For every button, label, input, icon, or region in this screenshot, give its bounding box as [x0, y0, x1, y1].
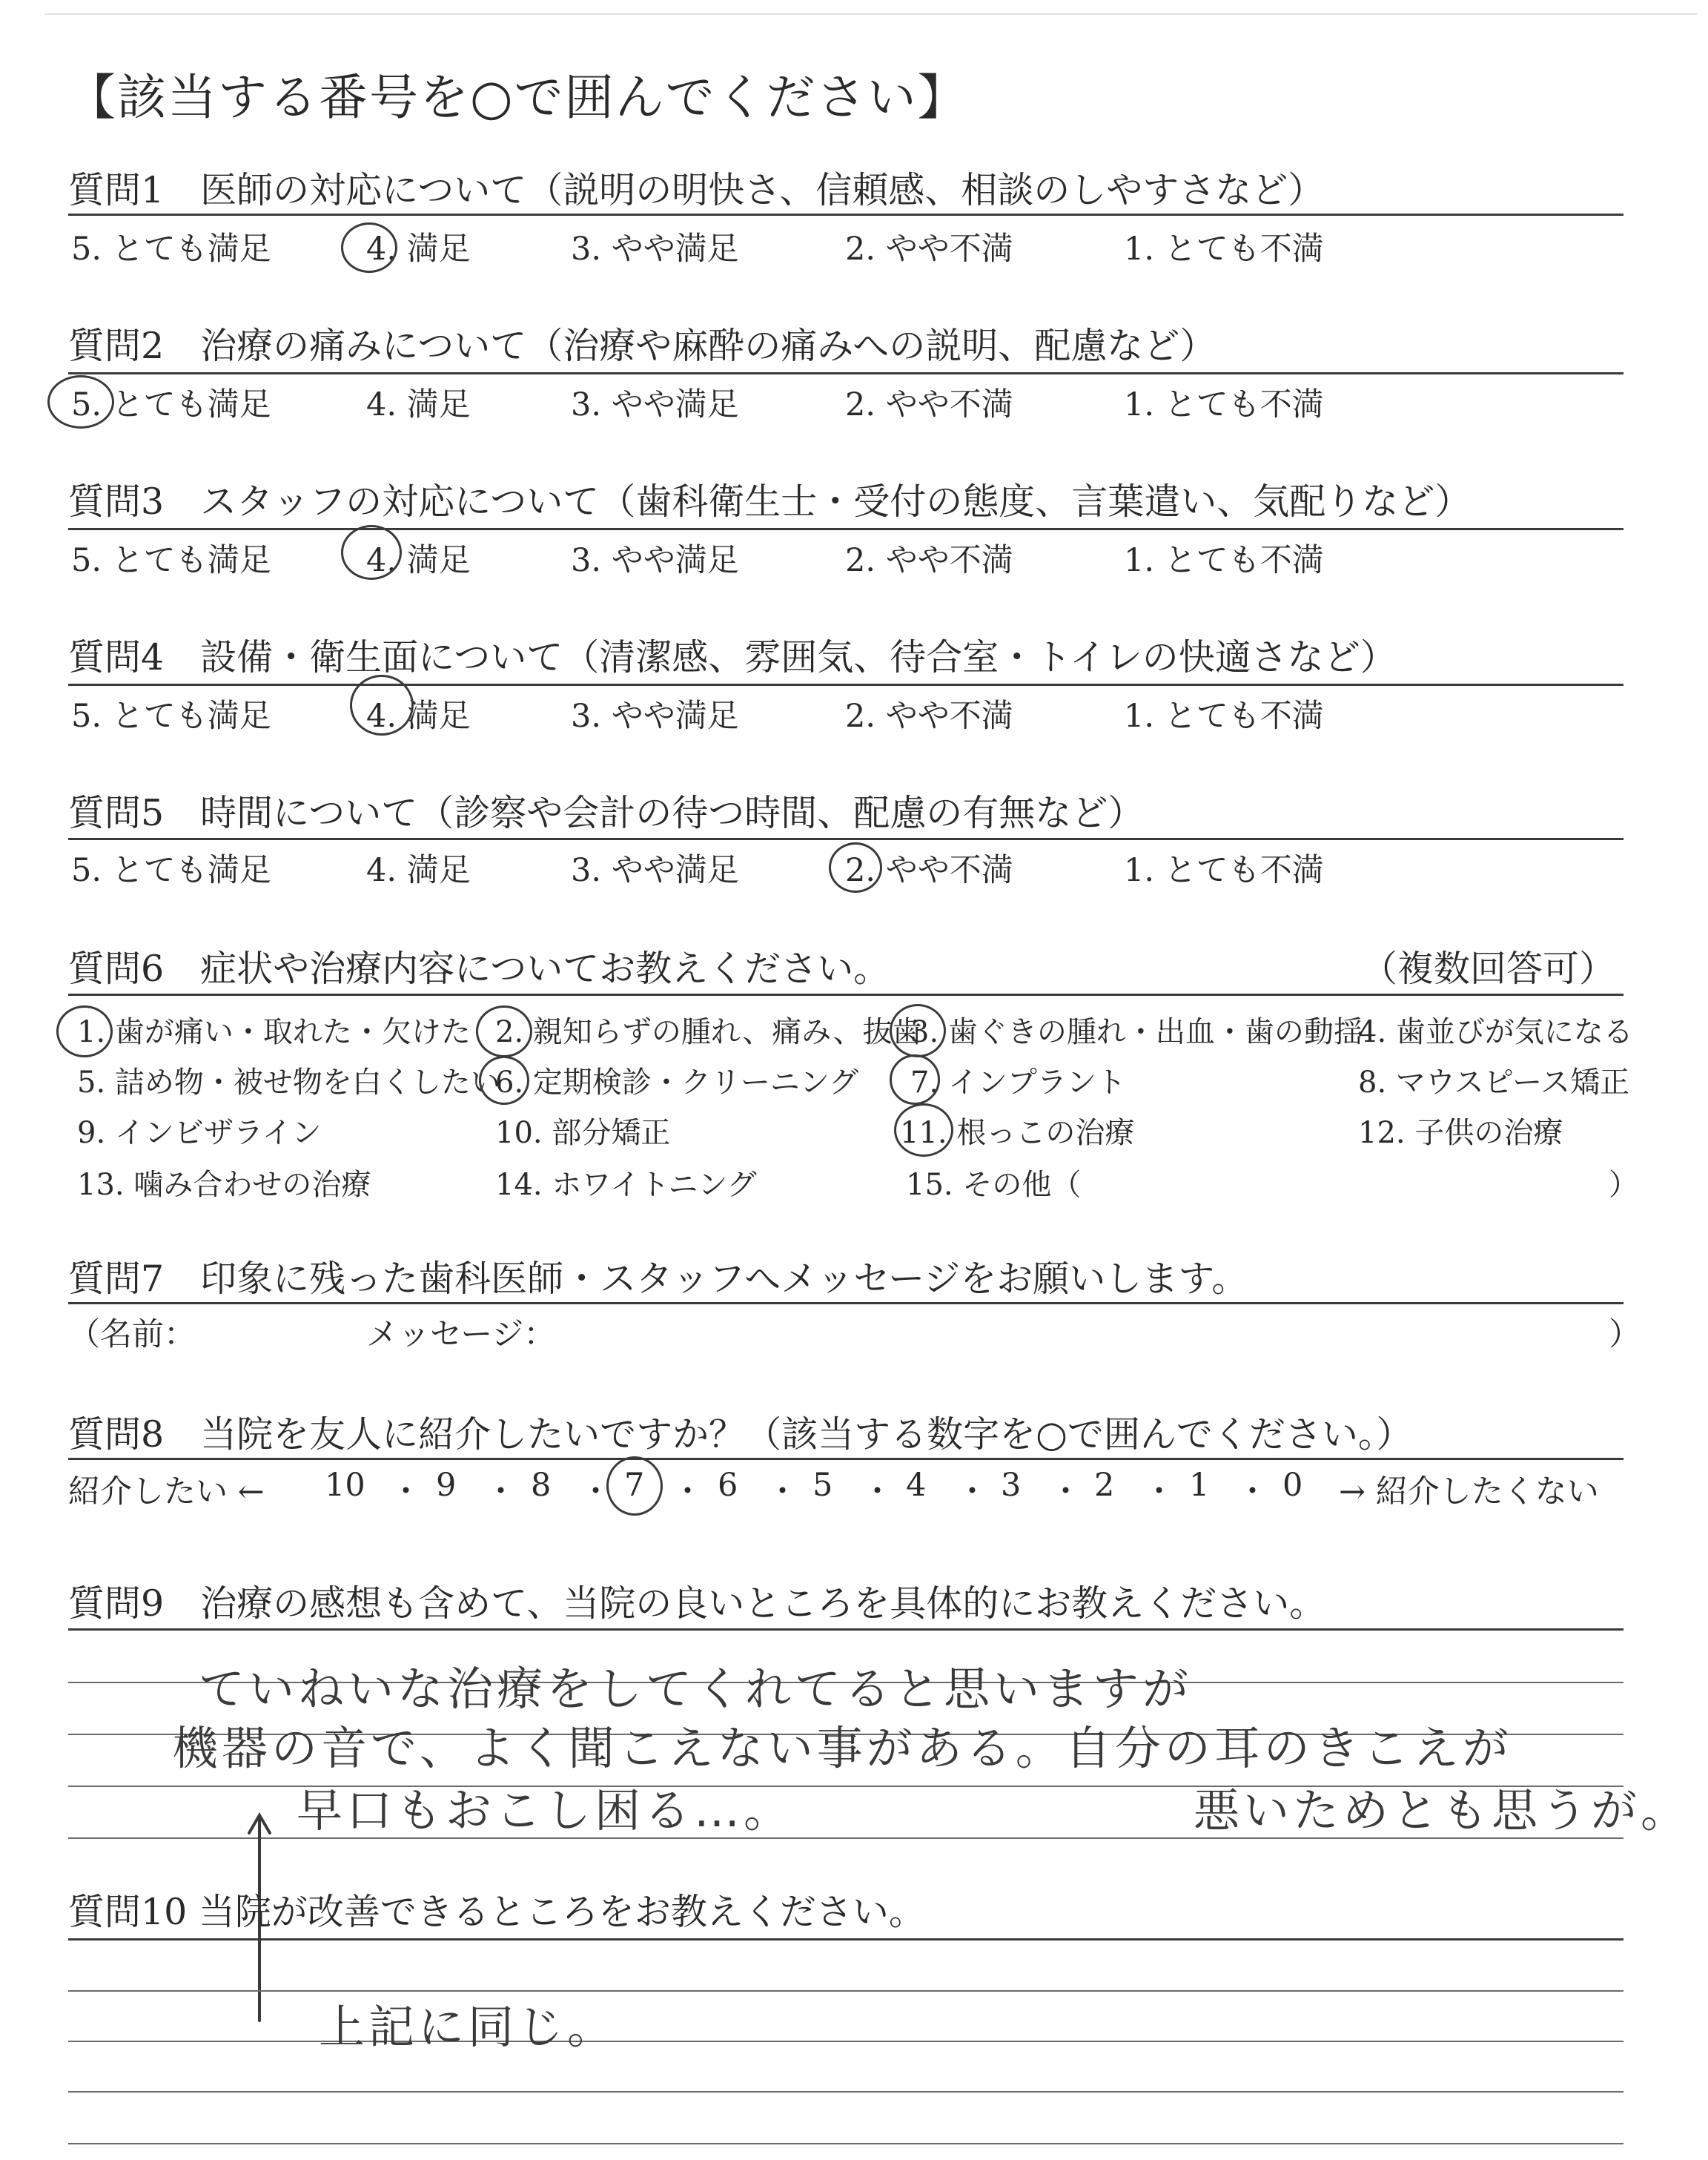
q8-separator: ・ — [956, 1473, 988, 1510]
q7-divider — [68, 1302, 1623, 1304]
q6-option-5[interactable]: 5. 詰め物・被せ物を白くしたい — [77, 1066, 500, 1100]
q8-separator: ・ — [861, 1473, 893, 1510]
q8-left-label: 紹介したい ← — [68, 1473, 265, 1510]
q1-option-4[interactable]: 4. 満足 — [366, 231, 471, 268]
q3-option-1[interactable]: 1. とても不満 — [1124, 542, 1324, 579]
q8-separator: ・ — [580, 1473, 612, 1510]
q1-divider — [68, 214, 1623, 216]
q6-selection-circle-11 — [894, 1103, 953, 1157]
q5-option-3[interactable]: 3. やや満足 — [571, 852, 739, 889]
q8-separator: ・ — [672, 1473, 704, 1510]
q6-selection-circle-7 — [890, 1054, 940, 1105]
q4-selection-circle — [350, 675, 414, 736]
q8-number-5[interactable]: 5 — [812, 1467, 833, 1504]
q6-option-10[interactable]: 10. 部分矯正 — [495, 1116, 671, 1150]
q3-option-4[interactable]: 4. 満足 — [366, 542, 471, 579]
q3-option-5[interactable]: 5. とても満足 — [71, 542, 271, 579]
q3-option-2[interactable]: 2. やや不満 — [845, 542, 1013, 579]
q5-option-2[interactable]: 2. やや不満 — [845, 852, 1013, 889]
q2-option-1[interactable]: 1. とても不満 — [1124, 386, 1324, 423]
q6-option-15-close: ） — [1609, 1168, 1638, 1202]
q6-option-6[interactable]: 6. 定期検診・クリーニング — [495, 1066, 859, 1100]
scan-edge — [44, 13, 1698, 15]
q6-note: （複数回答可） — [1361, 948, 1616, 990]
q8-separator: ・ — [1237, 1473, 1268, 1510]
q1-option-2[interactable]: 2. やや不満 — [845, 231, 1013, 268]
q4-title: 質問4 設備・衛生面について（清潔感、雰囲気、待合室・トイレの快適さなど） — [68, 636, 1397, 678]
q2-option-3[interactable]: 3. やや満足 — [571, 386, 739, 423]
q8-separator: ・ — [1143, 1473, 1175, 1510]
q5-option-5[interactable]: 5. とても満足 — [71, 852, 271, 889]
q10-answer-line — [68, 2041, 1623, 2042]
q9-handwriting-line-4: 悪いためとも思うが。 — [1194, 1783, 1691, 1837]
q6-option-12[interactable]: 12. 子供の治療 — [1358, 1116, 1563, 1150]
q8-number-7[interactable]: 7 — [624, 1467, 645, 1504]
q6-divider — [68, 994, 1623, 996]
q2-title: 質問2 治療の痛みについて（治療や麻酔の痛みへの説明、配慮など） — [68, 325, 1217, 367]
q6-selection-circle-6 — [479, 1056, 529, 1105]
q6-option-2[interactable]: 2. 親知らずの腫れ、痛み、抜歯 — [495, 1015, 922, 1049]
q2-divider — [68, 372, 1623, 374]
q10-answer-line — [68, 2143, 1623, 2144]
q3-divider — [68, 528, 1623, 530]
q9-divider — [68, 1628, 1623, 1631]
q8-number-8[interactable]: 8 — [531, 1467, 552, 1504]
q4-option-5[interactable]: 5. とても満足 — [71, 698, 271, 735]
q7-message-label: メッセージ： — [366, 1316, 556, 1353]
q8-divider — [68, 1458, 1623, 1460]
q4-option-3[interactable]: 3. やや満足 — [571, 698, 739, 735]
q8-title: 質問8 当院を友人に紹介したいですか？（該当する数字を○で囲んでください。） — [68, 1413, 1413, 1456]
q8-separator: ・ — [485, 1473, 517, 1510]
q8-right-label: → 紹介したくない — [1339, 1473, 1599, 1510]
q10-answer-line — [68, 1990, 1623, 1992]
q7-name-label: （名前： — [68, 1316, 196, 1353]
q3-selection-circle — [341, 525, 402, 580]
q5-selection-circle — [829, 842, 882, 893]
q3-title: 質問3 スタッフの対応について（歯科衛生士・受付の態度、言葉遣い、気配りなど） — [68, 480, 1472, 523]
q1-selection-circle — [341, 222, 397, 273]
q9-handwriting-line-2: 機器の音で、よく聞こえない事がある。自分の耳のきこえが — [172, 1721, 1512, 1775]
q6-option-11[interactable]: 11. 根っこの治療 — [900, 1116, 1135, 1150]
q6-option-9[interactable]: 9. インビザライン — [77, 1116, 322, 1150]
q1-option-3[interactable]: 3. やや満足 — [571, 231, 739, 268]
form-title: 【該当する番号を○で囲んでください】 — [67, 69, 968, 126]
q8-selection-circle — [606, 1456, 663, 1516]
q6-option-8[interactable]: 8. マウスピース矯正 — [1358, 1066, 1630, 1100]
q6-option-3[interactable]: 3. 歯ぐきの腫れ・出血・歯の動揺 — [910, 1015, 1363, 1049]
q4-option-1[interactable]: 1. とても不満 — [1124, 698, 1324, 735]
q8-separator: ・ — [767, 1473, 798, 1510]
q6-selection-circle-3 — [890, 1004, 946, 1057]
q6-option-7[interactable]: 7. インプラント — [910, 1066, 1126, 1100]
q6-option-13[interactable]: 13. 噛み合わせの治療 — [77, 1168, 371, 1202]
q8-number-10[interactable]: 10 — [325, 1467, 365, 1504]
q1-option-5[interactable]: 5. とても満足 — [71, 231, 271, 268]
q2-selection-circle — [47, 375, 114, 429]
q8-number-2[interactable]: 2 — [1094, 1467, 1115, 1504]
q2-option-2[interactable]: 2. やや不満 — [845, 386, 1013, 423]
q8-number-0[interactable]: 0 — [1282, 1467, 1303, 1504]
q6-selection-circle-2 — [476, 1005, 532, 1057]
q10-handwriting: 上記に同じ。 — [319, 2000, 618, 2054]
q7-close-paren: ） — [1609, 1316, 1641, 1353]
q3-option-3[interactable]: 3. やや満足 — [571, 542, 739, 579]
q1-title: 質問1 医師の対応について（説明の明快さ、信頼感、相談のしやすさなど） — [68, 169, 1325, 211]
q10-title: 質問10 当院が改善できるところをお教えください。 — [68, 1891, 925, 1933]
q5-title: 質問5 時間について（診察や会計の待つ時間、配慮の有無など） — [68, 792, 1145, 834]
q6-option-1[interactable]: 1. 歯が痛い・取れた・欠けた — [77, 1015, 471, 1049]
q6-title: 質問6 症状や治療内容についてお教えください。 — [68, 948, 890, 990]
q4-divider — [68, 684, 1623, 686]
q6-selection-circle-1 — [56, 1005, 113, 1057]
q10-answer-line — [68, 2091, 1623, 2093]
q8-number-6[interactable]: 6 — [718, 1467, 738, 1504]
q5-divider — [68, 838, 1623, 840]
q8-number-4[interactable]: 4 — [906, 1467, 927, 1504]
q1-option-1[interactable]: 1. とても不満 — [1124, 231, 1324, 268]
q6-option-15[interactable]: 15. その他（ — [906, 1168, 1082, 1202]
q8-number-3[interactable]: 3 — [1001, 1467, 1022, 1504]
q4-option-4[interactable]: 4. 満足 — [366, 698, 471, 735]
q8-number-1[interactable]: 1 — [1189, 1467, 1210, 1504]
q4-option-2[interactable]: 2. やや不満 — [845, 698, 1013, 735]
q5-option-4[interactable]: 4. 満足 — [366, 852, 471, 889]
q8-separator: ・ — [390, 1473, 422, 1510]
q6-option-4[interactable]: 4. 歯並びが気になる — [1358, 1015, 1633, 1049]
q10-divider — [68, 1938, 1623, 1941]
q9-handwriting-line-3: 早口もおこし困る…。 — [297, 1783, 794, 1837]
q8-number-9[interactable]: 9 — [436, 1467, 457, 1504]
q2-option-5[interactable]: 5. とても満足 — [71, 386, 271, 423]
q2-option-4[interactable]: 4. 満足 — [366, 386, 471, 423]
q8-separator: ・ — [1050, 1473, 1082, 1510]
q6-option-14[interactable]: 14. ホワイトニング — [495, 1168, 757, 1202]
q9-handwriting-line-1: ていねいな治療をしてくれてると思いますが — [199, 1662, 1193, 1716]
q5-option-1[interactable]: 1. とても不満 — [1124, 852, 1324, 889]
q7-title: 質問7 印象に残った歯科医師・スタッフへメッセージをお願いします。 — [68, 1258, 1248, 1300]
q9-title: 質問9 治療の感想も含めて、当院の良いところを具体的にお教えください。 — [68, 1582, 1326, 1625]
